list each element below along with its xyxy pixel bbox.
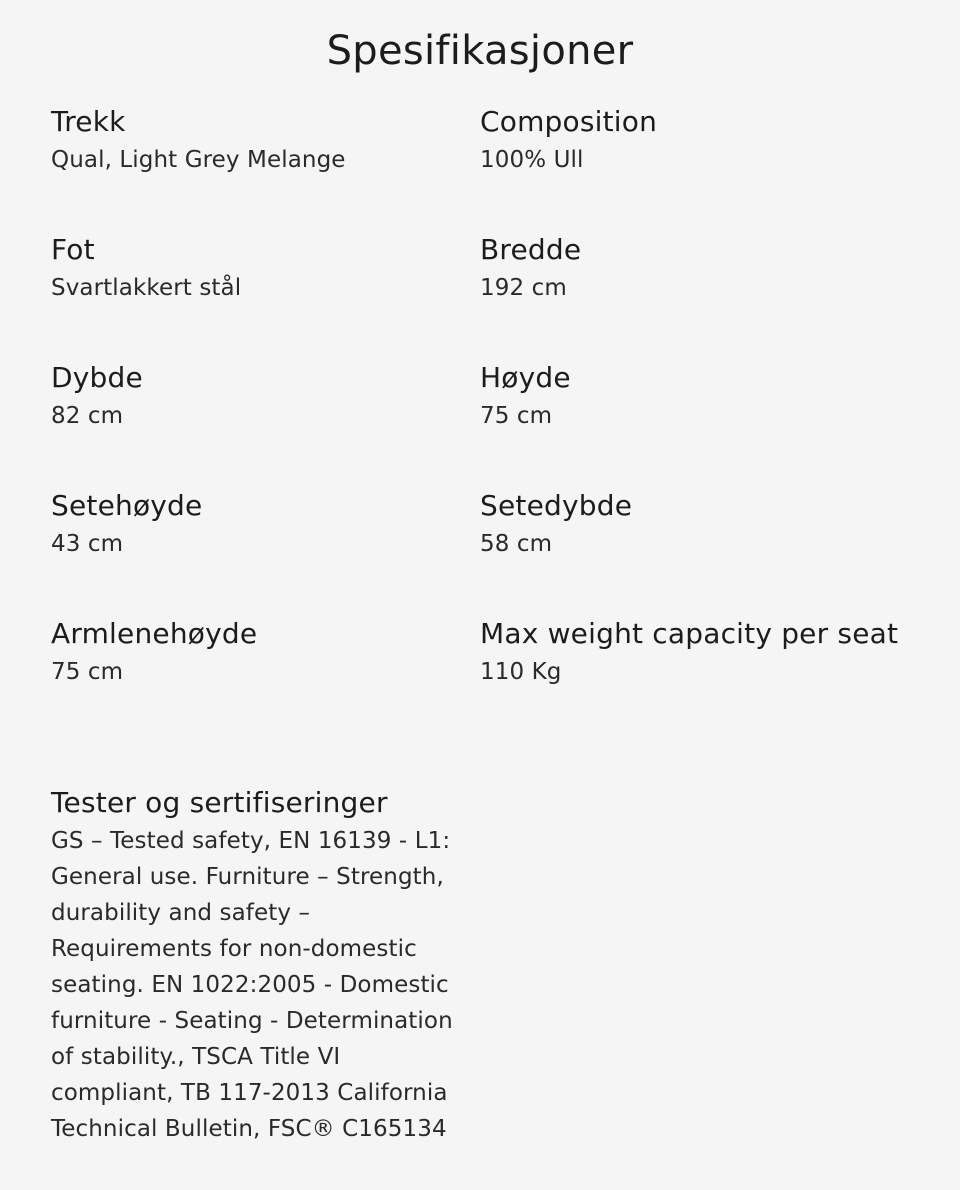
spec-setedybde xyxy=(480,485,900,562)
spec-value: 82 cm xyxy=(51,403,124,429)
spec-fot xyxy=(51,229,471,306)
spec-setehoyde xyxy=(51,485,471,562)
spec-label: Setedybde xyxy=(480,489,633,522)
spec-value: Qual, Light Grey Melange xyxy=(51,147,346,173)
spec-value: GS – Tested safety, EN 16139 - L1: General use. Furniture – Strength, durability and safety – Requirements for non-domestic seating. EN 1022:2005 - Domestic furniture - Seating - Determination of stability., TSCA Title VI compliant, TB 117-2013 California Technical Bulletin, FSC® C165134 xyxy=(51,828,453,1142)
spec-label: Høyde xyxy=(480,361,571,394)
spec-label: Composition xyxy=(480,105,658,138)
spec-label: Armlenehøyde xyxy=(51,617,258,650)
spec-dybde xyxy=(51,357,471,434)
spec-trekk xyxy=(51,101,471,178)
spec-composition xyxy=(480,101,900,178)
spec-max-weight xyxy=(480,613,900,690)
spec-value: 75 cm xyxy=(51,659,124,685)
spec-value: 58 cm xyxy=(480,531,553,557)
spec-value: 110 Kg xyxy=(480,659,562,685)
page-title: Spesifikasjoner xyxy=(326,28,634,74)
spec-label: Fot xyxy=(51,233,95,266)
spec-value: 100% Ull xyxy=(480,147,584,173)
spec-value: 75 cm xyxy=(480,403,553,429)
spec-value: 43 cm xyxy=(51,531,124,557)
spec-armlenehoyde xyxy=(51,613,471,690)
spec-label: Bredde xyxy=(480,233,582,266)
spec-value: Svartlakkert stål xyxy=(51,275,242,301)
spec-bredde xyxy=(480,229,900,306)
spec-hoyde xyxy=(480,357,900,434)
spec-label: Tester og sertifiseringer xyxy=(51,786,388,819)
spec-label: Trekk xyxy=(51,105,126,138)
spec-value: 192 cm xyxy=(480,275,567,301)
spec-label: Setehøyde xyxy=(51,489,203,522)
spec-label: Max weight capacity per seat xyxy=(480,617,899,650)
spec-label: Dybde xyxy=(51,361,143,394)
spec-certifications xyxy=(51,782,471,1147)
